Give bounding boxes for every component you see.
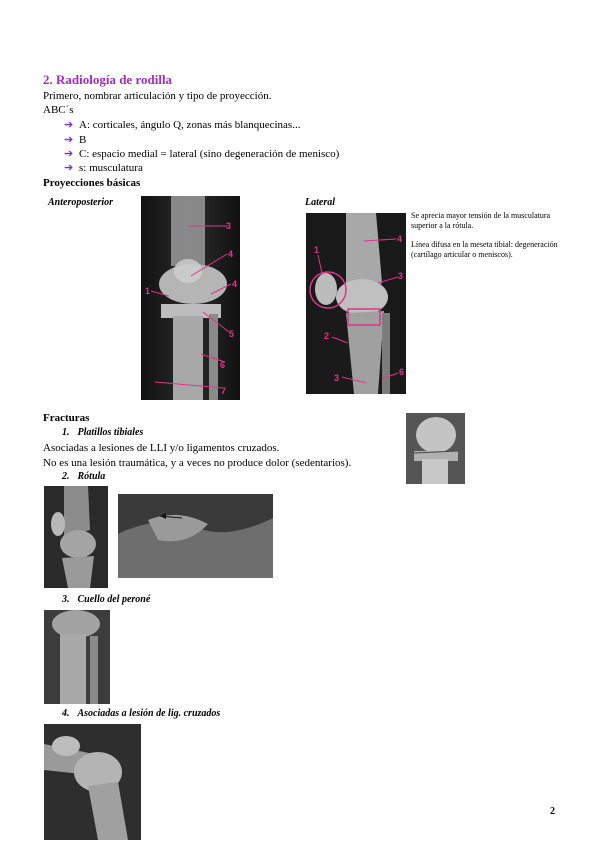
platillos-text: Asociadas a lesiones de LLI y/o ligamentos cruzados. bbox=[43, 442, 280, 454]
fracture-title: Cuello del peroné bbox=[77, 594, 151, 605]
ap-label: Anteroposterior bbox=[48, 197, 114, 208]
right-arrow-icon: ➔ bbox=[64, 134, 74, 146]
lateral-note: Se aprecia mayor tensión de la musculatura superior a la rótula. bbox=[411, 211, 551, 230]
fracturas-heading: Fracturas bbox=[43, 412, 90, 424]
abc-item bbox=[64, 118, 300, 132]
page-number: 2 bbox=[550, 806, 555, 817]
ap-marker: 3 bbox=[226, 221, 232, 231]
abc-item-text: s: musculatura bbox=[79, 162, 143, 174]
lateral-marker: 6 bbox=[399, 367, 405, 377]
platillos-text: No es una lesión traumática, y a veces no produce dolor (sedentarios). bbox=[43, 457, 352, 469]
abc-item-text: A: corticales, ángulo Q, zonas más blanquecinas... bbox=[79, 119, 301, 131]
abc-item bbox=[64, 133, 86, 147]
abc-item-text: C: espacio medial = lateral (sino degeneración de menisco) bbox=[79, 148, 340, 160]
fracture-number: 1. bbox=[62, 427, 70, 438]
cruzados-xray bbox=[44, 724, 141, 840]
ap-marker: 7 bbox=[221, 386, 227, 396]
rotula-xray-1 bbox=[44, 486, 108, 588]
platillos-xray bbox=[406, 413, 465, 484]
lateral-label: Lateral bbox=[305, 197, 335, 208]
lateral-knee-xray bbox=[306, 213, 406, 394]
ap-marker: 4 bbox=[228, 249, 234, 259]
lateral-marker: 1 bbox=[314, 245, 320, 255]
abc-item bbox=[64, 161, 143, 175]
fracture-title: Rótula bbox=[77, 471, 106, 482]
lateral-marker: 3 bbox=[398, 271, 404, 281]
rotula-xray-2 bbox=[118, 494, 273, 578]
fracture-number: 2. bbox=[62, 471, 70, 482]
fracture-heading bbox=[62, 471, 105, 482]
abc-item bbox=[64, 147, 339, 161]
ap-marker: 5 bbox=[229, 329, 235, 339]
lateral-marker: 4 bbox=[397, 234, 403, 244]
section-title: 2. Radiología de rodilla bbox=[43, 72, 173, 87]
lateral-marker: 3 bbox=[334, 373, 340, 383]
ap-marker: 1 bbox=[145, 286, 151, 296]
lateral-note: Línea difusa en la meseta tibial: degeneración (cartílago articular o meniscos). bbox=[411, 240, 558, 259]
abc-heading: ABC´s bbox=[43, 104, 74, 116]
fracture-heading bbox=[62, 427, 143, 438]
right-arrow-icon: ➔ bbox=[64, 119, 74, 131]
projections-heading: Proyecciones básicas bbox=[43, 177, 141, 189]
fracture-title: Platillos tibiales bbox=[77, 427, 144, 438]
abc-item-text: B bbox=[79, 134, 87, 146]
fracture-number: 4. bbox=[62, 708, 70, 719]
right-arrow-icon: ➔ bbox=[64, 148, 74, 160]
lateral-marker: 2 bbox=[324, 331, 330, 341]
fracture-number: 3. bbox=[62, 594, 70, 605]
right-arrow-icon: ➔ bbox=[64, 162, 74, 174]
fracture-title: Asociadas a lesión de lig. cruzados bbox=[77, 708, 221, 719]
ap-knee-xray bbox=[141, 196, 240, 400]
ap-marker: 4 bbox=[232, 279, 238, 289]
perone-xray bbox=[44, 610, 110, 704]
intro-line: Primero, nombrar articulación y tipo de proyección. bbox=[43, 90, 272, 102]
fracture-heading bbox=[62, 594, 150, 605]
ap-marker: 6 bbox=[220, 360, 226, 370]
fracture-heading bbox=[62, 708, 220, 719]
